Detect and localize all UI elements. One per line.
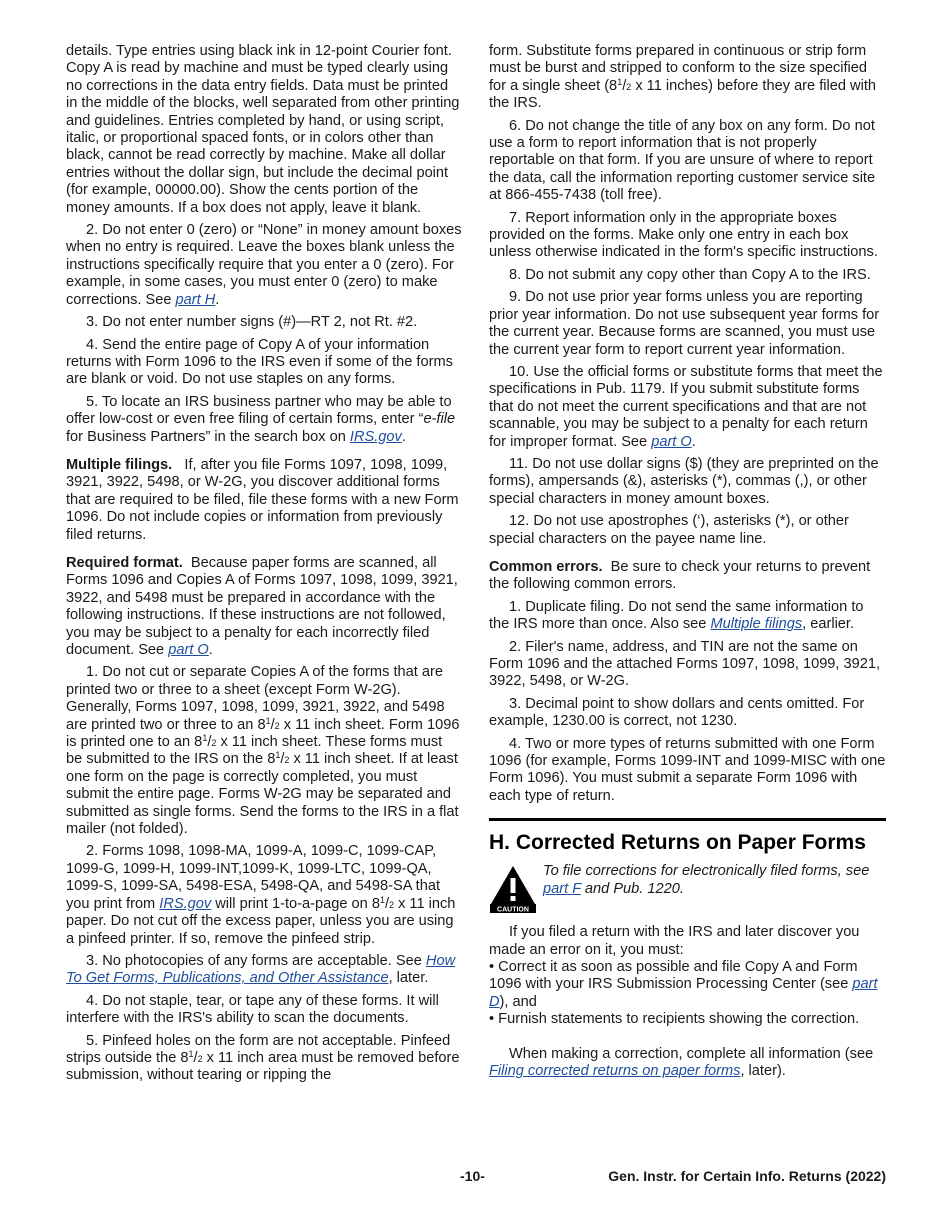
fraction-den: 2 (626, 81, 632, 92)
paragraph-error-2: 2. Filer's name, address, and TIN are not the same on Form 1096 and the attached Forms 1097, 1098, 1099, 3921, 3922, 5498, or W-2G. (489, 638, 881, 690)
multiple-filings-heading: Multiple filings. (66, 456, 173, 473)
bullet-item-1 (489, 959, 886, 1011)
paragraph-item-3: 3. Do not enter number signs (#)—RT 2, not Rt. #2. (86, 314, 418, 331)
paragraph-item-10 (489, 364, 886, 451)
fraction-num: 1 (265, 715, 271, 726)
fraction-slash: / (270, 716, 275, 733)
paragraph-common-errors (489, 559, 886, 594)
paragraph-format-item-1 (66, 664, 462, 838)
format-item-1-c: x 11 inch sheet. These forms must be submitted to the IRS on the 8 (66, 734, 443, 768)
fraction-slash: / (193, 1049, 198, 1066)
paragraph-item-4: 4. Send the entire page of Copy A of your information returns with Form 1096 to the IRS even if some of the forms are blank or void. Do not use staples on any forms. (66, 336, 453, 388)
fraction-den: 2 (197, 1053, 203, 1064)
section-heading: H. Corrected Returns on Paper Forms (489, 831, 866, 855)
format-item-3-a: 3. No photocopies of any forms are acceptable. See (86, 952, 426, 969)
bullet-1-a: Correct it as soon as possible and file Copy A and Form 1096 with your IRS Submission Processing Center (see (489, 959, 858, 993)
common-errors-text: Be sure to check your returns to prevent the following common errors. (489, 558, 871, 593)
final-b: , later). (740, 1063, 786, 1080)
caution-a: To file corrections for electronically filed forms, see (543, 863, 870, 880)
bullet-item-2: • Furnish statements to recipients showing the correction. (489, 1011, 886, 1028)
how-to-get-forms-link[interactable]: How To Get Forms, Publications, and Other Assistance (66, 952, 456, 987)
multiple-filings-link[interactable]: Multiple filings (710, 616, 803, 633)
error-1-a: 1. Duplicate filing. Do not send the same information to the IRS more than once. Also see (489, 598, 864, 633)
item-2-text: 2. Do not enter 0 (zero) or “None” in money amount boxes when no entry is required. Leave the boxes blank unless the instructions specifically require that you enter a 0 (zero). For example, in some cases, you must enter 0 (zero) to make corrections. See (66, 222, 462, 308)
format-item-5-b: x 11 inch area must be removed before submission, without tearing or ripping the (66, 1049, 460, 1084)
fraction-num: 1 (202, 733, 208, 744)
caution-label: CAUTION (497, 906, 529, 914)
fraction-den: 2 (274, 720, 280, 731)
section-divider (489, 818, 886, 821)
fraction-num: 1 (188, 1048, 194, 1059)
irs-gov-link[interactable]: IRS.gov (159, 895, 212, 912)
paragraph-format-item-4: 4. Do not staple, tear, or tape any of these forms. It will interfere with the IRS's ability to scan the documents. (66, 992, 439, 1027)
paragraph-item-2 (66, 222, 462, 309)
page-number: -10- (460, 1168, 485, 1184)
fraction-num: 1 (617, 76, 623, 87)
fraction-num: 1 (379, 894, 385, 905)
part-o-link[interactable]: part O (168, 642, 209, 658)
efile-term: e-file (423, 411, 456, 428)
paragraph-item-7: 7. Report information only in the appropriate boxes provided on the forms. Make only one entry in each box unless otherwise indicated in the form's specific instructions. (489, 209, 878, 261)
period: . (691, 433, 696, 450)
part-h-link[interactable]: part H (175, 291, 216, 308)
paragraph-format-item-2 (66, 843, 462, 947)
item-5-text-2: for Business Partners” in the search box on (66, 428, 350, 445)
continued-b: x 11 inches) before they are filed with the IRS. (489, 77, 876, 112)
paragraph-final (489, 1046, 886, 1081)
paragraph-details: details. Type entries using black ink in 12-point Courier font. Copy A is read by machine and must be typed clearly using no corrections in the data entry fields. Data must be printed in the middle of the blocks, well separated from other printing and guidelines. Entries completed by hand, or using script, italic, or proportional spaced fonts, or in colors other than black, cannot be read correctly by machine. Make all dollar entries without the dollar sign, but include the decimal point (for example, 00000.00). Show the cents portion of the money amounts. If a box does not apply, leave it blank. (66, 43, 460, 216)
filing-corrected-returns-link[interactable]: Filing corrected returns on paper forms (489, 1063, 741, 1080)
common-errors-heading: Common errors. (489, 558, 603, 575)
multiple-filings-text: If, after you file Forms 1097, 1098, 1099, 3921, 3922, 5498, or W-2G, you discover additional forms that are required to be filed, file these forms with a new Form 1096. Do not include copies or information from previously filed returns. (66, 456, 459, 543)
period: . (215, 291, 220, 308)
fraction-slash: / (207, 734, 212, 751)
paragraph-item-8: 8. Do not submit any copy other than Copy A to the IRS. (509, 266, 871, 283)
caution-note (489, 863, 886, 914)
caution-text (543, 863, 886, 898)
part-d-link[interactable]: part D (489, 976, 878, 1010)
irs-gov-link[interactable]: IRS.gov (349, 428, 402, 445)
paragraph-error-4: 4. Two or more types of returns submitted with one Form 1096 (for example, Forms 1099-INT and 1099-MISC with one Form 1096). You must submit a separate Form 1096 with each type of return. (489, 735, 886, 804)
fraction-slash: / (622, 77, 627, 94)
right-column (489, 43, 886, 1081)
format-item-1-a: 1. Do not cut or separate Copies A of the forms that are printed two or three to a sheet (except Form W-2G). Generally, Forms 1097, 1098, 1099, 3921, 3922, and 5498 are printed two or three to an 8 (66, 664, 445, 733)
fraction-den: 2 (389, 899, 395, 910)
paragraph-error-1 (489, 599, 886, 634)
format-item-1-d: x 11 inch sheet. If at least one form on the page is correctly completed, you must submit the entire page. Forms W-2G may be separated and submitted as single forms. Send the forms to the IRS in a flat mailer (not folded). (66, 751, 459, 838)
format-item-1-b: x 11 inch sheet. Form 1096 is printed one to an 8 (66, 716, 460, 751)
left-column (66, 43, 462, 1085)
paragraph-item-9: 9. Do not use prior year forms unless you are reporting prior year information. Do not use subsequent year forms for the current year. Because forms are scanned, you must use the current year form to report current year information. (489, 289, 880, 358)
paragraph-item-11: 11. Do not use dollar signs ($) (they are preprinted on the forms), ampersands (&), asterisks (*), commas (,), or other special characters in money amount boxes. (489, 455, 879, 507)
bullet-1-b: ), and (499, 993, 537, 1010)
fraction-num: 1 (275, 750, 281, 761)
paragraph-item-6: 6. Do not change the title of any box on any form. Do not use a form to report information that is not properly reportable on that form. If you are unsure of where to report the data, call the information reporting customer service site at 866-455-7438 (toll free). (489, 117, 876, 204)
format-item-5-a: 5. Pinfeed holes on the form are not acceptable. Pinfeed strips outside the 8 (66, 1032, 451, 1066)
format-item-2-b: will print 1-to-a-page on 8 (211, 895, 380, 912)
required-format-heading: Required format. (66, 554, 183, 571)
paragraph-required-format (66, 555, 462, 659)
paragraph-format-item-5 (66, 1033, 462, 1085)
format-item-2-a: 2. Forms 1098, 1098-MA, 1099-A, 1099-C, 1099-CAP, 1099-G, 1099-H, 1099-INT,1099-K, 1099-LTC, 1099-QA, 1099-S, 1099-SA, 5498-ESA, 5498-QA, and 5498-SA that you print from (66, 843, 441, 912)
page-footer (66, 1168, 886, 1188)
period: . (401, 428, 406, 445)
error-1-b: , earlier. (802, 616, 855, 633)
caution-icon (489, 864, 537, 914)
caution-b: and Pub. 1220. (580, 880, 684, 897)
item-10-text: 10. Use the official forms or substitute forms that meet the specifications in Pub. 1179. If you submit substitute forms that do not meet the current specifications and that are not scannable, you may be subject to a penalty for each return for improper format. See (489, 363, 883, 450)
document-title: Gen. Instr. for Certain Info. Returns (2022) (608, 1168, 886, 1184)
part-o-link[interactable]: part O (651, 433, 692, 450)
format-item-2-c: x 11 inch paper. Do not cut off the excess paper, unless you are using a pinfeed printer. If so, remove the pinfeed strip. (66, 895, 456, 947)
fraction-slash: / (280, 751, 285, 768)
final-a: When making a correction, complete all information (see (509, 1045, 874, 1062)
paragraph-format-item-3 (66, 953, 462, 988)
paragraph-multiple-filings (66, 457, 462, 544)
item-5-text: 5. To locate an IRS business partner who may be able to offer low-cost or even free filing of certain forms, enter “ (66, 393, 452, 428)
period: . (208, 642, 213, 658)
part-f-link[interactable]: part F (543, 880, 581, 897)
paragraph-error-3: 3. Decimal point to show dollars and cents omitted. For example, 1230.00 is correct, not 1230. (489, 695, 865, 730)
required-format-text: Because paper forms are scanned, all Forms 1096 and Copies A of Forms 1097, 1098, 1099, 3921, 3922, and 5498 must be prepared in accordance with the following instructions. If these instructions are not followed, you may be subject to a penalty for each incorrectly filed document. See (66, 554, 458, 658)
format-item-3-b: , later. (388, 970, 429, 987)
fraction-den: 2 (284, 755, 290, 766)
paragraph-item-5 (66, 394, 462, 446)
paragraph-h-intro: If you filed a return with the IRS and later discover you made an error on it, you must: (489, 924, 860, 958)
fraction-slash: / (384, 895, 390, 912)
paragraph-continued (489, 43, 886, 113)
continued-a: form. Substitute forms prepared in continuous or strip form must be burst and stripped to conform to the size specified for a single sheet (8 (489, 43, 868, 94)
paragraph-item-12: 12. Do not use apostrophes (‘), asterisks (*), or other special characters on the payee name line. (489, 513, 849, 547)
fraction-den: 2 (211, 738, 217, 749)
